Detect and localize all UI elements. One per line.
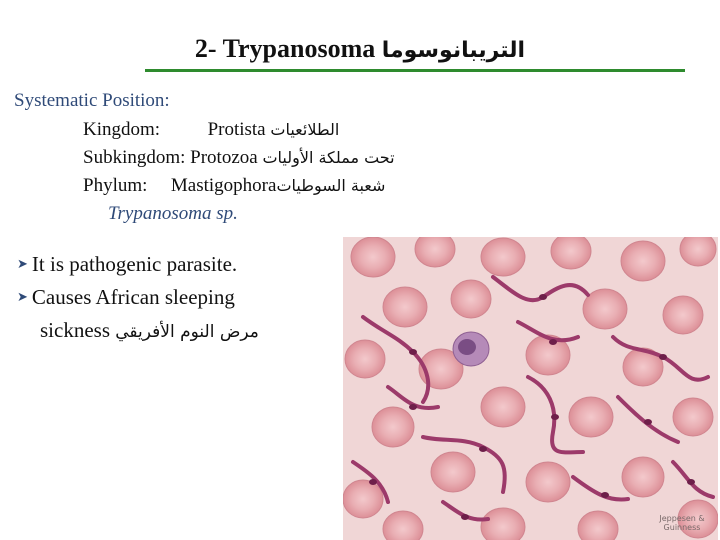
bullet-text-1: It is pathogenic parasite. (31, 252, 238, 276)
species-name: Trypanosoma sp. (108, 203, 238, 224)
title-underline (145, 69, 685, 72)
kingdom-value: Protista (207, 119, 266, 140)
bullet-icon: ➤ (17, 256, 28, 271)
bullet-continuation-text: sickness (40, 318, 110, 342)
bullet-continuation-arabic: مرض النوم الأفريقي (115, 322, 259, 342)
phylum-arabic: شعبة السوطيات (276, 176, 386, 195)
phylum-label: Phylum: (83, 175, 148, 196)
blood-smear-micrograph (343, 237, 718, 540)
systematic-heading: Systematic Position: (14, 90, 170, 111)
bullet-text-2: Causes African sleeping (31, 285, 235, 309)
white-blood-cell (453, 332, 489, 366)
title-arabic: التريبانوسوما (381, 38, 526, 63)
kingdom-arabic: الطلائعيات (270, 120, 340, 139)
subkingdom-arabic: تحت مملكة الأوليات (262, 148, 395, 167)
title-english: 2- Trypanosoma (194, 34, 376, 63)
kingdom-row (83, 119, 339, 141)
phylum-row (83, 175, 385, 197)
bullet-item-2-continuation (40, 318, 259, 343)
phylum-value: Mastigophora (170, 175, 277, 196)
blood-smear-image (343, 237, 718, 540)
subkingdom-value: Protozoa (190, 147, 258, 168)
bullet-item-1 (17, 252, 237, 277)
image-credit: Jeppesen & Guinness (659, 514, 705, 532)
subkingdom-label: Subkingdom: (83, 147, 186, 168)
kingdom-label: Kingdom: (83, 119, 161, 140)
subkingdom-row (83, 147, 395, 169)
bullet-item-2 (17, 285, 235, 310)
bullet-icon: ➤ (17, 289, 28, 304)
slide-title (0, 34, 720, 64)
